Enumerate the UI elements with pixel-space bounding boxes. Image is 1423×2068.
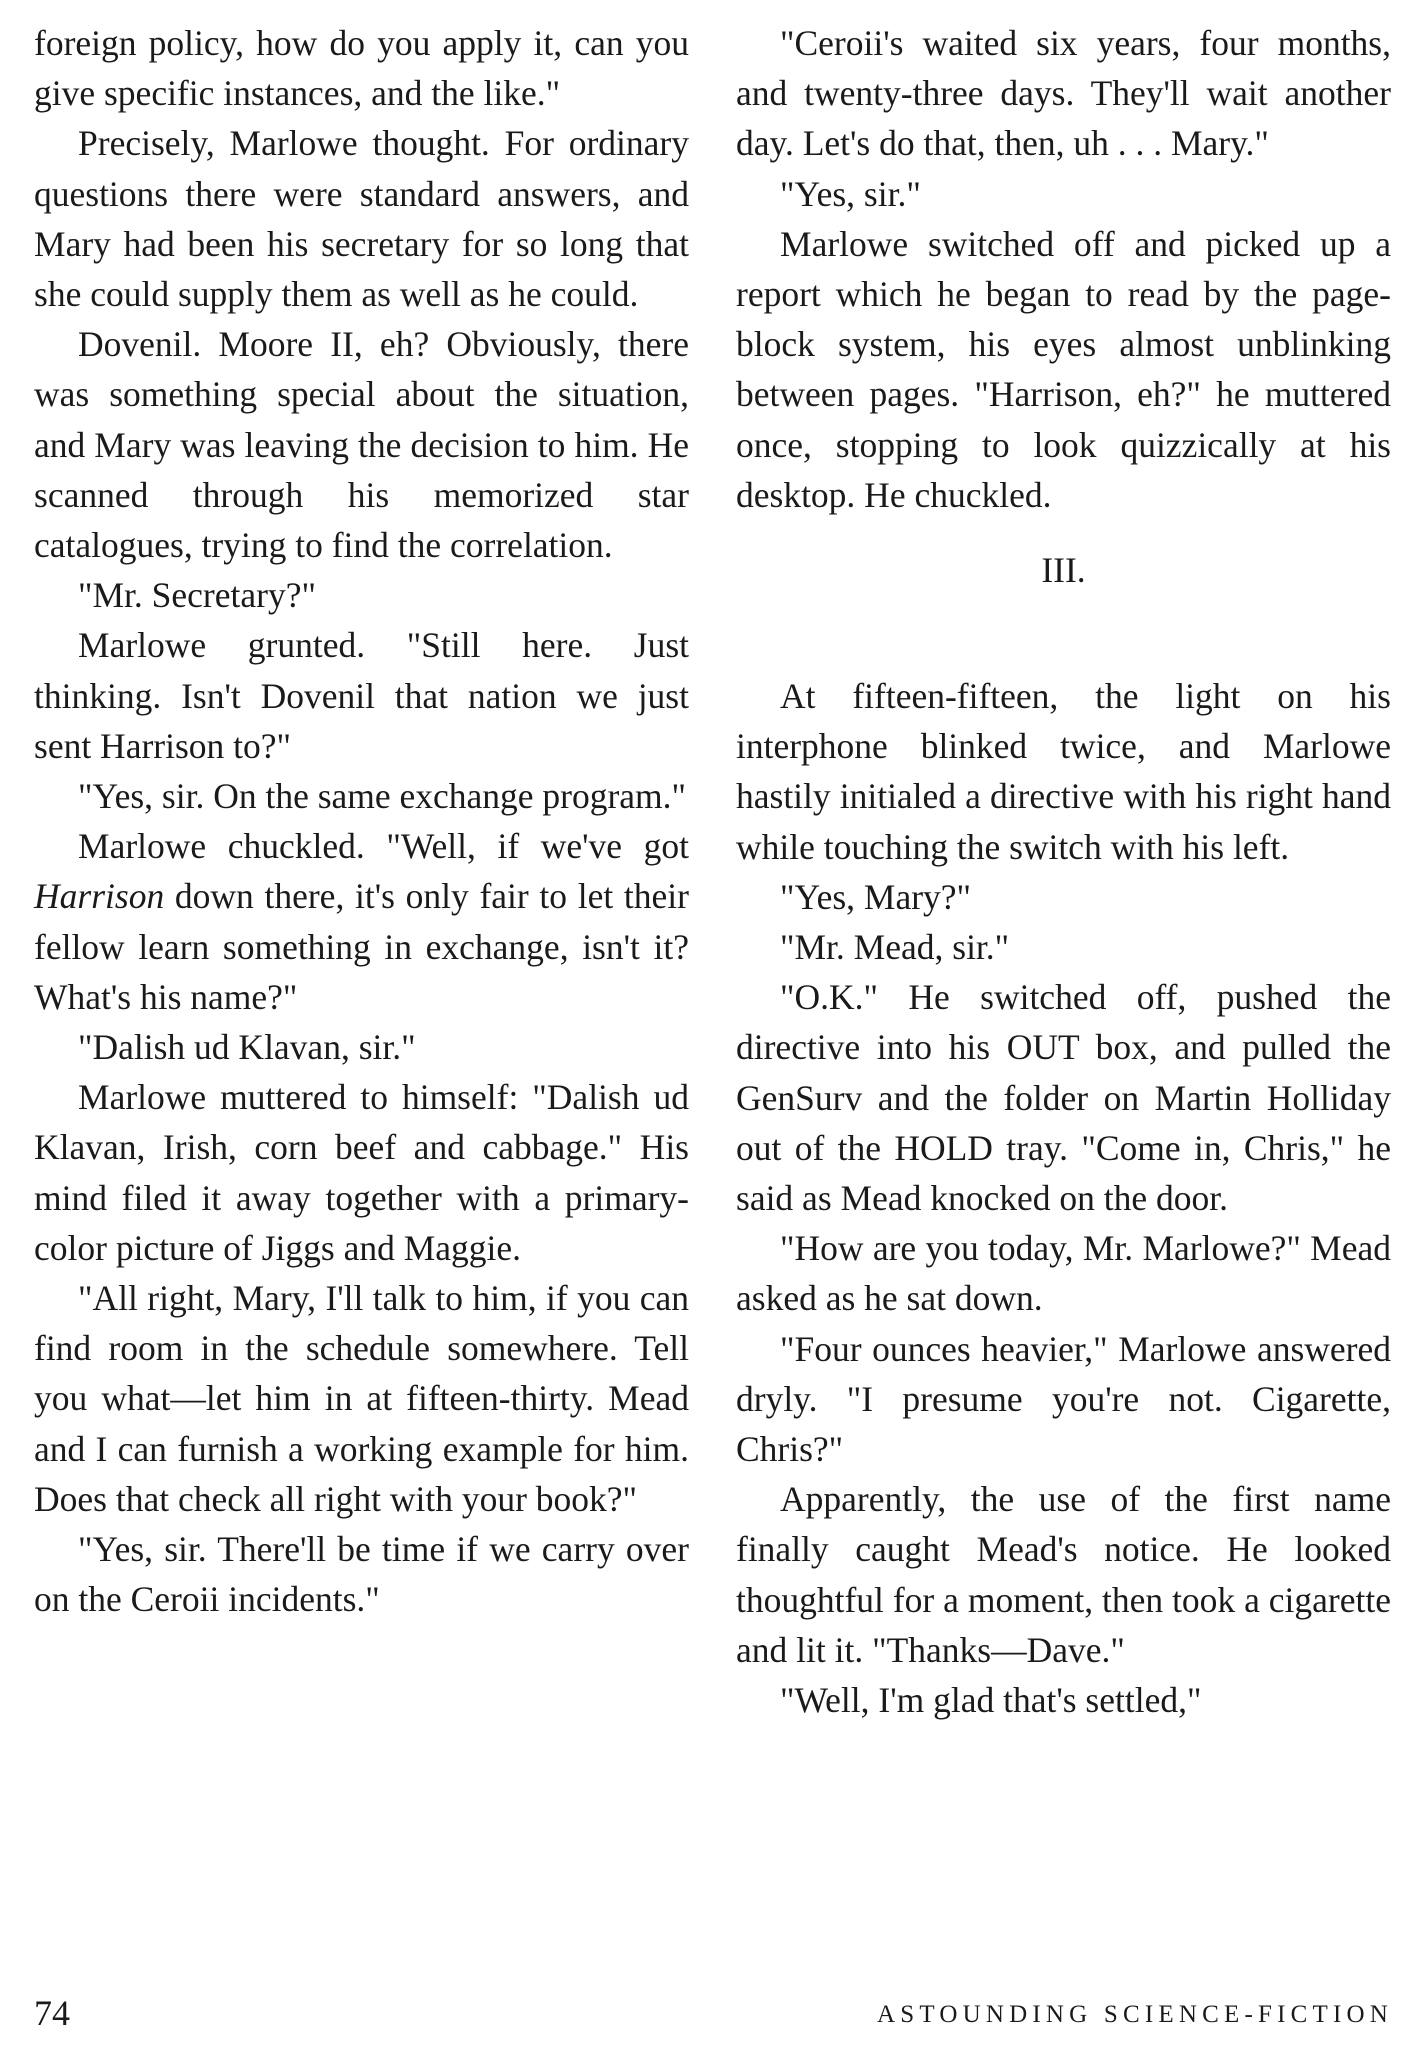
paragraph: "How are you today, Mr. Marlowe?" Mead asked as he sat down. (736, 1228, 1391, 1319)
paragraph: "Dalish ud Klavan, sir." (78, 1027, 416, 1068)
paragraph: "O.K." He switched off, pushed the directive into his OUT box, and pulled the GenSurv and the folder on Martin Holliday out of the HOLD tray. "Come in, Chris," he said as Mead knocked on the door. (736, 977, 1391, 1219)
page-number: 74 (34, 1993, 70, 2033)
paragraph: "Yes, Mary?" (780, 876, 972, 917)
paragraph: foreign policy, how do you apply it, can you give specific instances, and the like." (34, 23, 689, 114)
paragraph: Marlowe muttered to himself: "Dalish ud Klavan, Irish, corn beef and cabbage." His mind filed it away together with a primary-color picture of Jiggs and Maggie. (34, 1077, 689, 1268)
paragraph-with-italic (34, 821, 689, 1022)
paragraph: "Well, I'm glad that's settled," (780, 1680, 1202, 1721)
paragraph: Marlowe switched off and picked up a report which he began to read by the page-block system, his eyes almost unblinking between pages. "Harrison, eh?" he muttered once, stopping to look quizzically at his desktop. He chuckled. (736, 223, 1391, 515)
paragraph: "Mr. Secretary?" (78, 575, 316, 616)
running-title: ASTOUNDING SCIENCE-FICTION (877, 2001, 1393, 2028)
paragraph-text: Marlowe chuckled. "Well, if we've got (78, 826, 689, 867)
paragraph: "All right, Mary, I'll talk to him, if you can find room in the schedule somewhere. Tell you what—let him in at fifteen-thirty. Mead and I can furnish a working example for him. Does that check all right with your book?" (34, 1278, 689, 1519)
right-column (736, 18, 1391, 1725)
italic-name: Harrison (34, 876, 165, 917)
paragraph: "Ceroii's waited six years, four months, and twenty-three days. They'll wait another day. Let's do that, then, uh . . . Mary." (736, 23, 1391, 164)
paragraph: "Yes, sir. On the same exchange program." (78, 776, 687, 817)
paragraph: "Four ounces heavier," Marlowe answered dryly. "I presume you're not. Cigarette, Chris?" (736, 1328, 1391, 1470)
paragraph: Precisely, Marlowe thought. For ordinary questions there were standard answers, and Mary had been his secretary for so long that she could supply them as well as he could. (34, 123, 689, 315)
paragraph: "Yes, sir." (780, 173, 921, 214)
paragraph-text: down there, it's only fair to let their fellow learn something in exchange, isn't it? What's his name?" (34, 876, 689, 1017)
paragraph: "Yes, sir. There'll be time if we carry over on the Ceroii incidents." (34, 1529, 689, 1620)
paragraph: Dovenil. Moore II, eh? Obviously, there was something special about the situation, and Mary was leaving the decision to him. He scanned through his memorized star catalogues, trying to find the correlation. (34, 324, 689, 566)
paragraph: At fifteen-fifteen, the light on his interphone blinked twice, and Marlowe hastily initialed a directive with his right hand while touching the switch with his left. (736, 676, 1391, 867)
paragraph: "Mr. Mead, sir." (780, 927, 1010, 968)
section-heading: III. (1041, 550, 1086, 591)
left-column (34, 18, 689, 1625)
paragraph: Apparently, the use of the first name finally caught Mead's notice. He looked thoughtful for a moment, then took a cigarette and lit it. "Thanks—Dave." (736, 1479, 1391, 1670)
paragraph: Marlowe grunted. "Still here. Just thinking. Isn't Dovenil that nation we just sent Harrison to?" (34, 625, 689, 766)
